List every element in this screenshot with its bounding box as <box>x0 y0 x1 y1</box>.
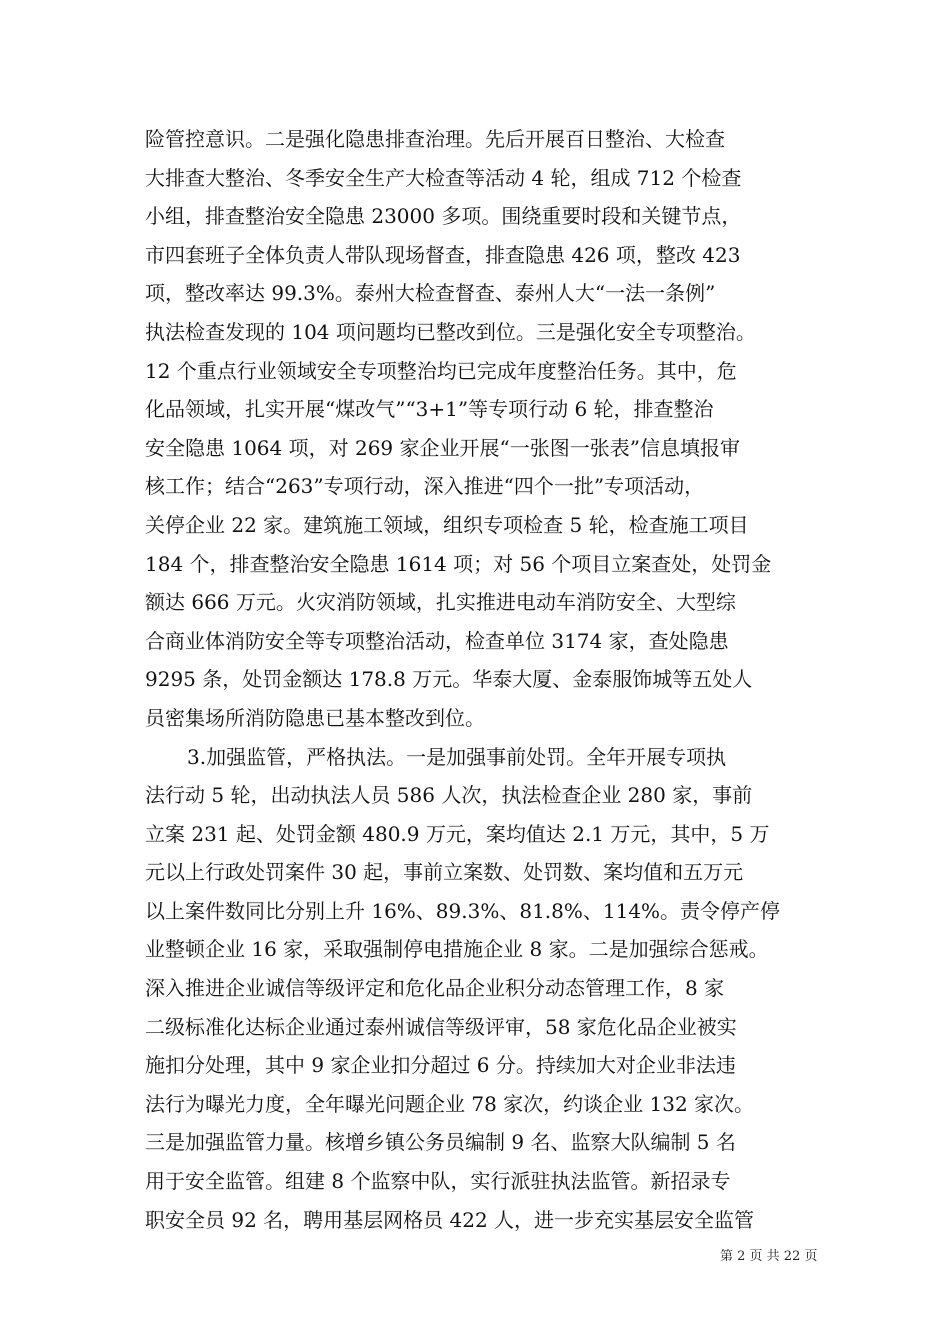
text-line: 业整顿企业 16 家，采取强制停电措施企业 8 家。二是加强综合惩戒。 <box>145 937 769 962</box>
text-line: 化品领域，扎实开展“煤改气”“3+1”等专项行动 6 轮，排查整治 <box>145 397 714 422</box>
text-line: 法行为曝光力度，全年曝光问题企业 78 家次，约谈企业 132 家次。 <box>145 1091 755 1116</box>
text-line: 关停企业 22 家。建筑施工领域，组织专项检查 5 轮，检查施工项目 <box>145 512 749 537</box>
text-line: 额达 666 万元。火灾消防领域，扎实推进电动车消防安全、大型综 <box>145 590 736 615</box>
text-line: 184 个，排查整治安全隐患 1614 项；对 56 个项目立案查处，处罚金 <box>145 551 772 576</box>
text-line: 员密集场所消防隐患已基本整改到位。 <box>145 705 485 730</box>
page-number: 第 2 页 共 22 页 <box>720 1249 818 1264</box>
text-line: 施扣分处理，其中 9 家企业扣分超过 6 分。持续加大对企业非法违 <box>145 1053 736 1078</box>
text-line: 法行动 5 轮，出动执法人员 586 人次，执法检查企业 280 家，事前 <box>145 783 753 808</box>
text-line: 三是加强监管力量。核增乡镇公务员编制 9 名、监察大队编制 5 名 <box>145 1130 736 1155</box>
text-line: 核工作；结合“263”专项行动，深入推进“四个一批”专项活动， <box>145 474 705 499</box>
text-line: 小组，排查整治安全隐患 23000 多项。围绕重要时段和关键节点， <box>145 204 742 229</box>
text-line: 大排查大整治、冬季安全生产大检查等活动 4 轮，组成 712 个检查 <box>145 165 742 190</box>
text-line: 二级标准化达标企业通过泰州诚信等级评审，58 家危化品企业被实 <box>145 1014 737 1039</box>
body-text <box>145 120 809 1239</box>
text-line: 项，整改率达 99.3%。泰州大检查督查、泰州人大“一法一条例” <box>145 281 716 306</box>
text-line: 立案 231 起、处罚金额 480.9 万元，案均值达 2.1 万元，其中，5 万 <box>145 821 770 846</box>
section-heading-line: 3.加强监管，严格执法。一是加强事前处罚。全年开展专项执 <box>187 744 727 769</box>
text-line: 合商业体消防安全等专项整治活动，检查单位 3174 家，查处隐患 <box>145 628 729 653</box>
text-line: 9295 条，处罚金额达 178.8 万元。华泰大厦、金泰服饰城等五处人 <box>145 667 753 692</box>
text-line: 险管控意识。二是强化隐患排查治理。先后开展百日整治、大检查 <box>145 127 725 151</box>
text-line: 市四套班子全体负责人带队现场督查，排查隐患 426 项，整改 423 <box>145 242 741 267</box>
text-line: 执法检查发现的 104 项问题均已整改到位。三是强化安全专项整治。 <box>145 319 756 344</box>
text-line: 元以上行政处罚案件 30 起，事前立案数、处罚数、案均值和五万元 <box>145 860 744 885</box>
text-line: 安全隐患 1064 项，对 269 家企业开展“一张图一张表”信息填报审 <box>145 435 740 460</box>
text-line: 用于安全监管。组建 8 个监察中队，实行派驻执法监管。新招录专 <box>145 1169 731 1194</box>
text-line: 职安全员 92 名，聘用基层网格员 422 人，进一步充实基层安全监管 <box>145 1207 755 1232</box>
text-line: 深入推进企业诚信等级评定和危化品企业积分动态管理工作，8 家 <box>145 976 725 1001</box>
text-line: 12 个重点行业领域安全专项整治均已完成年度整治任务。其中，危 <box>145 358 737 383</box>
text-line: 以上案件数同比分别上升 16%、89.3%、81.8%、114%。责令停产停 <box>145 898 781 923</box>
